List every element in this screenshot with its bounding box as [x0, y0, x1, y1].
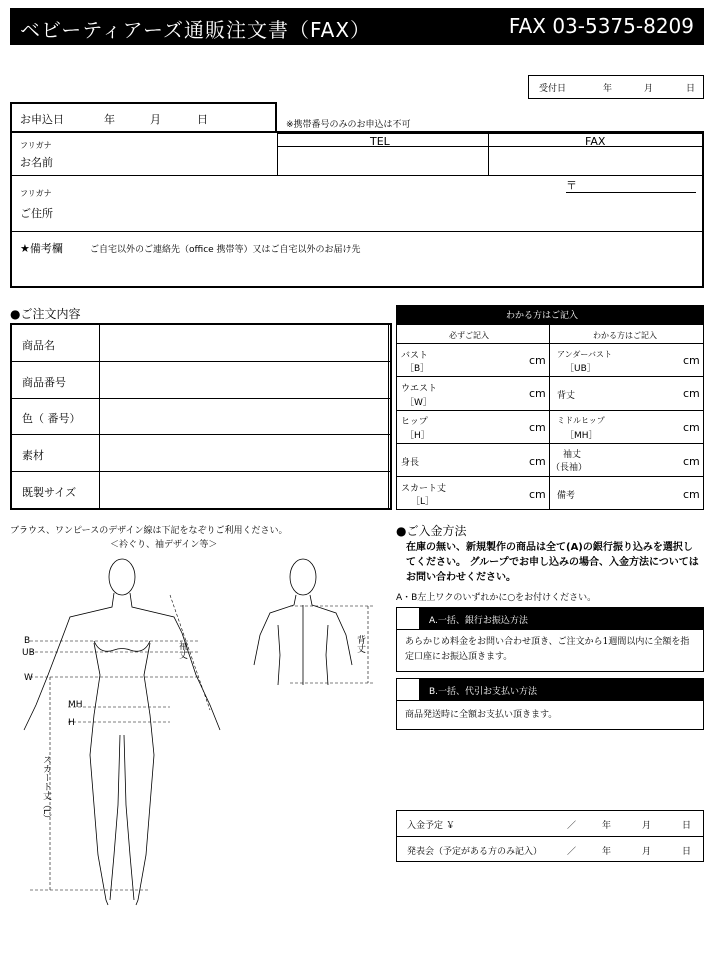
bust-label: バスト [401, 351, 429, 361]
order-row-label: 既製サイズ [22, 486, 77, 499]
hip-label: ヒップ [401, 417, 428, 427]
ready-size-field[interactable] [102, 473, 386, 505]
option-b-title: B.一括、代引お支払い方法 [429, 687, 538, 697]
payment-desc: 在庫の無い、新規製作の商品は全て(A)の銀行振り込みを選択してください。 グループでお申し込みの場合、入金方法についてはお問い合わせください。 [406, 542, 699, 583]
name-label: お名前 [20, 156, 53, 169]
waist-label: ウエスト [401, 384, 438, 394]
order-row-label: 商品名 [22, 339, 55, 352]
order-row-label: 色（ 番号） [22, 412, 81, 425]
form-title: ベビーティアーズ通販注文書（FAX） [20, 18, 372, 42]
product-number-field[interactable] [102, 364, 386, 396]
option-a-title: A.一括、銀行お振込方法 [429, 616, 528, 626]
mh-line-label: MH [68, 700, 83, 710]
payment-option-a[interactable] [396, 607, 704, 672]
figure-note: ブラウス、ワンピースのデザイン線は下記をなぞりご利用ください。 [10, 526, 288, 536]
sleeve-line-label: 袖丈 [177, 641, 187, 659]
underbust-label: アンダーバスト [557, 350, 612, 359]
body-figure-front [10, 555, 280, 955]
sleeve-length-label: 袖丈 [563, 450, 582, 460]
address-label: ご住所 [20, 207, 53, 220]
color-field[interactable] [102, 400, 386, 432]
option-a-body: あらかじめ料金をお問い合わせ頂き、ご注文から1週間以内に全額を指定口座にお振込頂きます。 [405, 637, 690, 662]
required-header: 必ずご記入 [449, 331, 489, 340]
product-name-field[interactable] [102, 327, 386, 359]
optional-header: わかる方はご記入 [593, 331, 657, 340]
back-line-label: 背丈 [355, 635, 365, 653]
fax-field[interactable] [490, 148, 702, 174]
receipt-date-box: 受付日 年 月 日 [528, 75, 704, 99]
measure-table: 必ずご記入 わかる方はご記入 バスト ［B］ cm ウエスト ［W］ cm ヒップ ［H］ cm 身長 cm スカート丈 ［L］ cm アンダーバスト ［UB］ cm 背丈 cm ミドルヒップ ［MH］ cm 袖丈 （長袖） cm 備考 cm [396, 324, 704, 510]
order-row-label: 商品番号 [22, 376, 66, 389]
payment-select-note: A・B左上ワクのいずれかに○をお付けください。 [396, 593, 597, 603]
name-field[interactable] [110, 136, 270, 172]
order-heading: ●ご注文内容 [10, 307, 81, 321]
height-label: 身長 [401, 458, 420, 468]
measure-header: わかる方はご記入 [396, 305, 704, 324]
skirt-length-label: スカート丈 [401, 484, 447, 494]
back-length-label: 背丈 [557, 391, 576, 401]
figure-subnote: ＜衿ぐり、袖デザイン等＞ [110, 540, 218, 550]
order-row-label: 素材 [22, 449, 44, 462]
fax-header: FAX [585, 135, 606, 148]
postal-mark: 〒 [566, 179, 577, 192]
b-line-label: B [24, 636, 31, 646]
option-b-body: 商品発送時に全額お支払い頂きます。 [405, 710, 558, 720]
tel-header: TEL [370, 135, 390, 148]
header-bar [10, 8, 704, 45]
deposit-label: 入金予定 ￥ [407, 821, 455, 831]
payment-heading: ●ご入金方法 [396, 524, 467, 538]
tel-field[interactable] [279, 148, 486, 174]
payment-option-b[interactable] [396, 678, 704, 730]
schedule-table: 入金予定 ￥ ／ 年 月 日 発表会（予定がある方のみ記入） ／ 年 月 日 [396, 810, 704, 862]
customer-info: お申込日 年 月 日 ※携帯番号のみのお申込は不可 TEL FAX フリガナ お名前 フリガナ ご住所 〒 ★備考欄 ご自宅以外のご連絡先（office 携帯等）又はご自宅以外のお届け先 [10, 102, 704, 288]
deposit-field[interactable] [479, 813, 559, 833]
address-field[interactable] [90, 180, 550, 228]
skirt-line-label: スカート丈（L） [41, 755, 51, 824]
material-field[interactable] [102, 437, 386, 469]
body-figure-back [250, 555, 380, 705]
event-label: 発表会（予定がある方のみ記入） [407, 847, 543, 857]
w-line-label: W [24, 673, 33, 683]
ub-line-label: UB [22, 648, 35, 658]
order-table [10, 323, 392, 510]
remarks-note: ご自宅以外のご連絡先（office 携帯等）又はご自宅以外のお届け先 [90, 245, 361, 255]
fax-number: FAX 03-5375-8209 [508, 14, 694, 38]
h-line-label: H [68, 718, 75, 728]
mobile-note: ※携帯番号のみのお申込は不可 [286, 120, 411, 130]
notes-label: 備考 [557, 491, 576, 501]
middle-hip-label: ミドルヒップ [557, 416, 605, 425]
remarks-label: ★備考欄 [20, 242, 63, 255]
application-date-label: お申込日 [20, 113, 64, 126]
remarks-field[interactable] [20, 257, 696, 283]
event-date-field[interactable] [577, 839, 697, 859]
receipt-label: 受付日 [539, 84, 567, 94]
